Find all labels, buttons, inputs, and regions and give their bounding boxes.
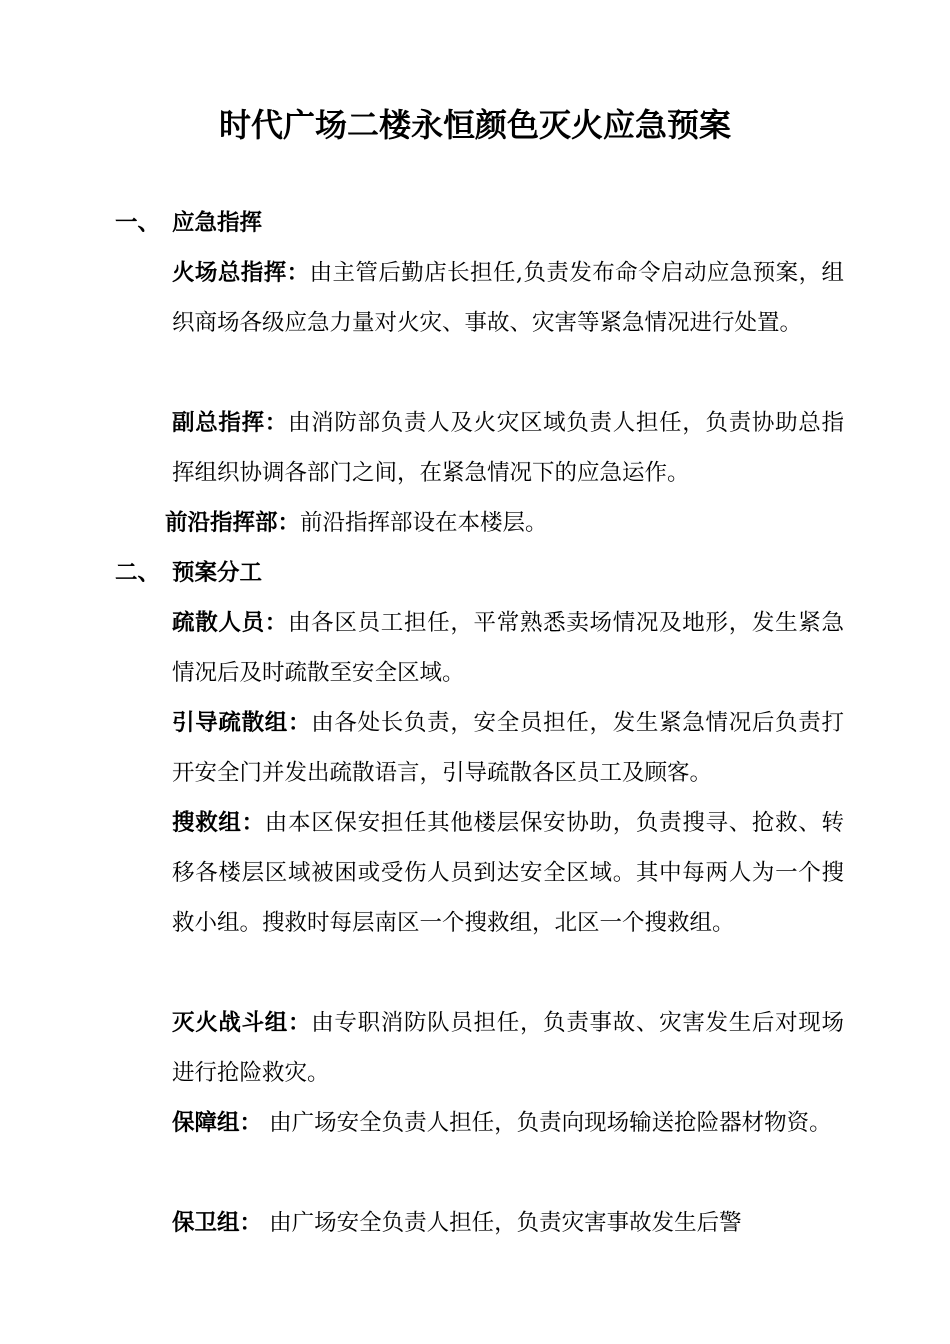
item-text: 由专职消防队员担任，负责事故、灾害发生后对现场进行抢险救灾。 — [172, 1010, 844, 1086]
section-title: 预案分工 — [172, 560, 263, 586]
item-text: 由广场安全负责人担任，负责向现场输送抢险器材物资。 — [262, 1110, 832, 1136]
paragraph-security-group — [172, 1198, 844, 1248]
item-label: 火场总指挥： — [172, 260, 310, 286]
item-text: 由广场安全负责人担任，负责灾害事故发生后警 — [262, 1210, 742, 1236]
item-label: 副总指挥： — [172, 410, 288, 436]
item-label: 保卫组： — [172, 1210, 263, 1236]
item-label: 前沿指挥部： — [165, 510, 301, 536]
section-heading-division — [115, 548, 262, 598]
section-heading-command — [115, 198, 262, 248]
item-text: 前沿指挥部设在本楼层。 — [300, 510, 548, 536]
item-label: 疏散人员： — [172, 610, 288, 636]
item-label: 灭火战斗组： — [172, 1010, 312, 1036]
section-number: 一、 — [115, 210, 161, 236]
item-label: 搜救组： — [172, 810, 265, 836]
paragraph-support-group — [172, 1098, 844, 1148]
item-text: 由各处长负责，安全员担任，发生紧急情况后负责打开安全门并发出疏散语言，引导疏散各区员工及顾客。 — [172, 710, 844, 786]
item-text: 由各区员工担任，平常熟悉卖场情况及地形，发生紧急情况后及时疏散至安全区域。 — [172, 610, 844, 686]
paragraph-firefighting-group — [172, 998, 844, 1098]
item-text: 由主管后勤店长担任,负责发布命令启动应急预案，组织商场各级应急力量对火灾、事故、灾害等紧急情况进行处置。 — [172, 260, 844, 336]
paragraph-front-command — [165, 498, 837, 548]
item-label: 保障组： — [172, 1110, 263, 1136]
paragraph-deputy-commander — [172, 398, 844, 498]
paragraph-rescue-group — [172, 798, 844, 948]
section-title: 应急指挥 — [172, 210, 263, 236]
item-label: 引导疏散组： — [172, 710, 312, 736]
paragraph-guide-evacuation-group — [172, 698, 844, 798]
paragraph-fire-commander — [172, 248, 844, 348]
item-text: 由本区保安担任其他楼层保安协助，负责搜寻、抢救、转移各楼层区域被困或受伤人员到达安全区域。其中每两人为一个搜救小组。搜救时每层南区一个搜救组，北区一个搜救组。 — [172, 810, 844, 936]
paragraph-evacuation-staff — [172, 598, 844, 698]
document-title: 时代广场二楼永恒颜色灭火应急预案 — [218, 106, 731, 144]
section-number: 二、 — [115, 560, 161, 586]
item-text: 由消防部负责人及火灾区域负责人担任，负责协助总指挥组织协调各部门之间，在紧急情况下的应急运作。 — [172, 410, 844, 486]
